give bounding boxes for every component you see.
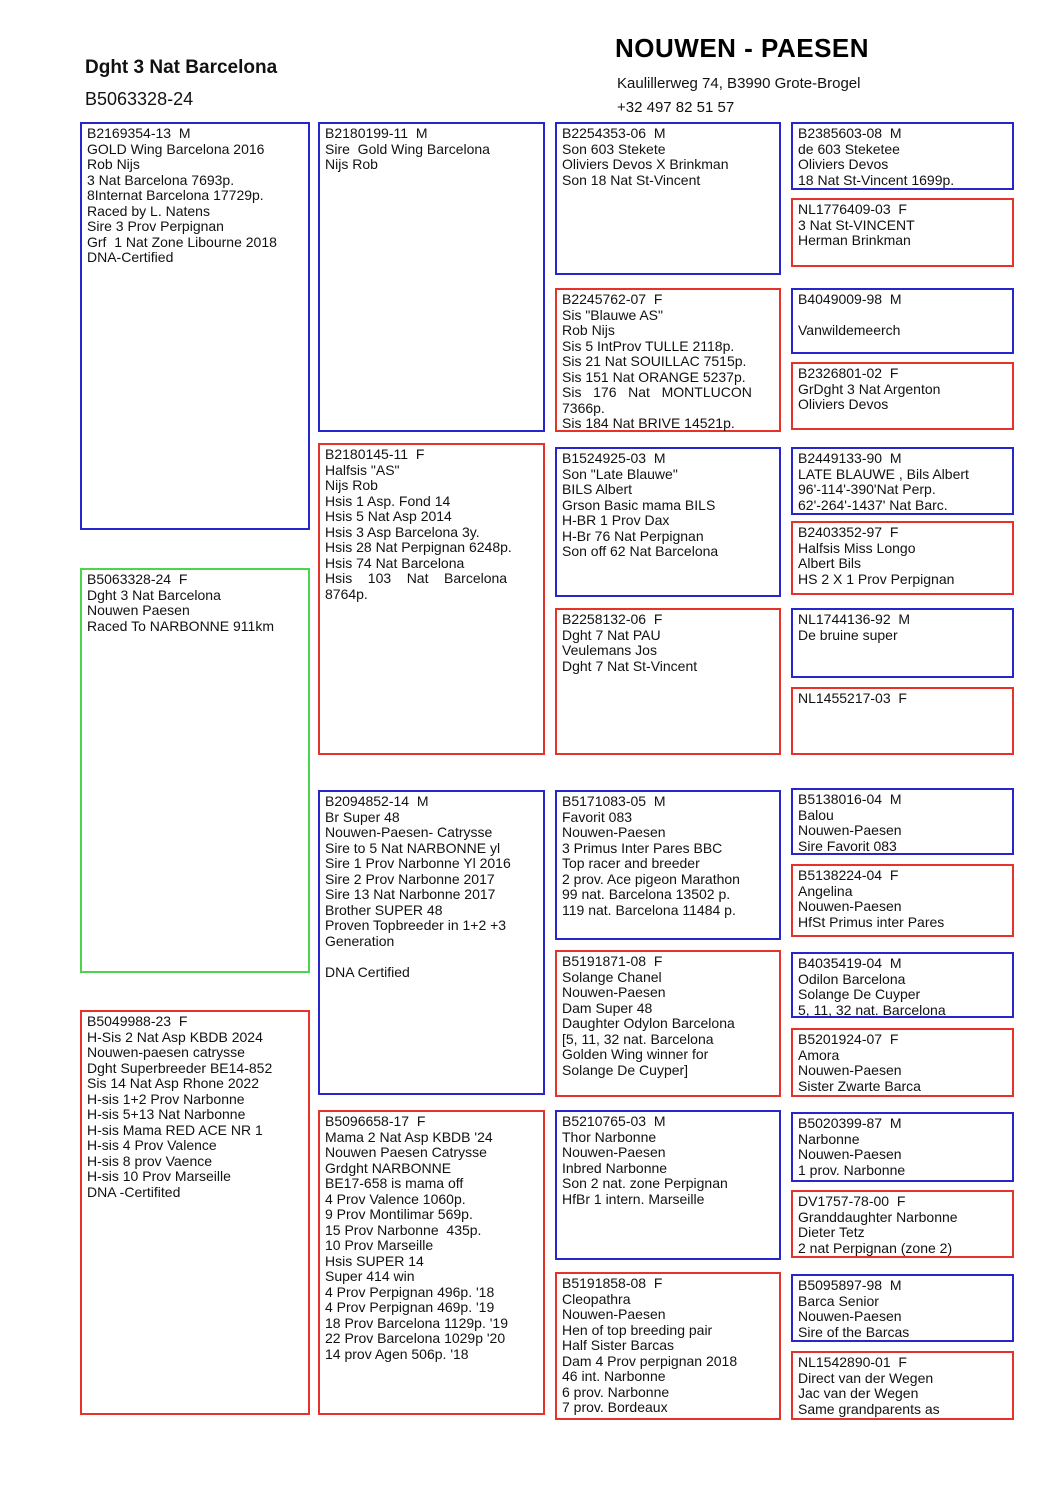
pedigree-box-DV1757-78-00 <box>791 1190 1014 1258</box>
pedigree-box-B5191871-08 <box>555 950 781 1097</box>
pedigree-text-line: Son 18 Nat St-Vincent <box>562 171 701 188</box>
ring-number-line: B4035419-04 M <box>798 955 902 971</box>
pedigree-text-line: Rob Nijs <box>562 322 615 338</box>
pedigree-text-line: 9 Prov Montilimar 569p. <box>325 1206 473 1222</box>
pedigree-text-line: 14 prov Agen 506p. '18 <box>325 1345 469 1362</box>
pedigree-text-line: Barca Senior <box>798 1292 879 1309</box>
ring-number-line: B1524925-03 M <box>562 450 666 466</box>
pedigree-text-line: H-sis 10 Prov Marseille <box>87 1168 231 1184</box>
ring-number-line: B2180199-11 M <box>325 125 428 141</box>
ring-number-line: B2254353-06 M <box>562 125 666 141</box>
ring-number-line: NL1455217-03 F <box>798 690 907 706</box>
pedigree-box-B5138224-04 <box>791 864 1014 937</box>
pedigree-text-line: Balou <box>798 806 834 823</box>
pedigree-text-line: Herman Brinkman <box>798 232 911 248</box>
pedigree-text-line: Amora <box>798 1046 840 1063</box>
pedigree-text-line: Inbred Narbonne <box>562 1159 668 1176</box>
ring-number-line: B5201924-07 F <box>798 1031 899 1047</box>
pedigree-text-line: Nouwen-Paesen <box>562 824 666 840</box>
pedigree-text-line: 15 Prov Narbonne 435p. <box>325 1221 482 1238</box>
pedigree-box-B5096658-17 <box>318 1110 545 1415</box>
pedigree-box-B2403352-97 <box>791 521 1014 595</box>
ring-number-line: B5191871-08 F <box>562 953 663 969</box>
pedigree-text-line: 96'-114'-390'Nat Perp. <box>798 481 936 497</box>
pedigree-text-line: Narbonne <box>798 1130 860 1147</box>
pedigree-box-B2180199-11 <box>318 122 545 432</box>
ring-number-line: B5063328-24 F <box>87 571 188 587</box>
pedigree-text-line: Hsis SUPER 14 <box>325 1252 424 1269</box>
pedigree-text-line: 3 Primus Inter Pares BBC <box>562 839 723 856</box>
ring-number-line: B5049988-23 F <box>87 1013 188 1029</box>
pedigree-text-line: Mama 2 Nat Asp KBDB '24 <box>325 1128 493 1145</box>
pedigree-box-B5210765-03 <box>555 1110 781 1260</box>
ring-number-line: B4049009-98 M <box>798 291 902 307</box>
pedigree-text-line: HfSt Primus inter Pares <box>798 913 945 930</box>
pedigree-text-line: HfBr 1 intern. Marseille <box>562 1190 705 1207</box>
pedigree-text-line: Oliviers Devos X Brinkman <box>562 156 729 172</box>
pedigree-text-line: Nouwen-Paesen <box>798 1146 902 1162</box>
pedigree-text-line: Brother SUPER 48 <box>325 901 443 918</box>
pedigree-box-B5191858-08 <box>555 1272 781 1420</box>
subject-ring-number: B5063328-24 <box>85 89 194 109</box>
pedigree-text-line: 1 prov. Narbonne <box>798 1161 906 1178</box>
pedigree-text-line: [5, 11, 32 nat. Barcelona <box>562 1030 714 1047</box>
pedigree-text-line: 7366p. <box>562 399 605 416</box>
pedigree-text-line: Sis "Blauwe AS" <box>562 306 663 323</box>
pedigree-text-line: 8764p. <box>325 585 368 602</box>
pedigree-box-NL1542890-01 <box>791 1351 1014 1420</box>
pedigree-text-line: H-BR 1 Prov Dax <box>562 512 670 528</box>
ring-number-line: B2180145-11 F <box>325 446 425 462</box>
pedigree-box-NL1776409-03 <box>791 198 1014 267</box>
pedigree-text-line: 4 Prov Perpignan 496p. '18 <box>325 1283 495 1300</box>
pedigree-box-B4049009-98 <box>791 288 1014 354</box>
loft-name: NOUWEN - PAESEN <box>615 33 870 63</box>
pedigree-text-line: 8Internat Barcelona 17729p. <box>87 187 264 203</box>
pedigree-text-line: Generation <box>325 932 395 949</box>
pedigree-box-B5171083-05 <box>555 790 781 940</box>
pedigree-text-line: Sire to 5 Nat NARBONNE yl <box>325 839 501 856</box>
pedigree-text-line: Half Sister Barcas <box>562 1337 675 1353</box>
pedigree-text-line: Son 603 Stekete <box>562 140 666 157</box>
pedigree-text-line: H-sis 4 Prov Valence <box>87 1137 217 1153</box>
pedigree-text-line: Dght 7 Nat St-Vincent <box>562 657 698 674</box>
pedigree-text-line: Son "Late Blauwe" <box>562 465 678 482</box>
pedigree-text-line: Veulemans Jos <box>562 642 657 658</box>
subject-title: Dght 3 Nat Barcelona <box>85 57 278 78</box>
ring-number-line: NL1744136-92 M <box>798 611 911 627</box>
pedigree-text-line: H-Br 76 Nat Perpignan <box>562 527 704 544</box>
pedigree-text-line: Sister Zwarte Barca <box>798 1077 921 1094</box>
pedigree-text-line: Sire of the Barcas <box>798 1323 910 1340</box>
pedigree-text-line: Grdght NARBONNE <box>325 1159 452 1176</box>
pedigree-text-line: 2 nat Perpignan (zone 2) <box>798 1239 953 1256</box>
pedigree-text-line: Daughter Odylon Barcelona <box>562 1015 735 1031</box>
pedigree-text-line: Sire 2 Prov Narbonne 2017 <box>325 870 495 887</box>
ring-number-line: B2094852-14 M <box>325 793 429 809</box>
pedigree-text-line: GrDght 3 Nat Argenton <box>798 380 941 397</box>
pedigree-text-line: Sis 176 Nat MONTLUCON <box>562 384 752 400</box>
pedigree-box-B2326801-02 <box>791 362 1014 430</box>
pedigree-text-line: Sis 5 IntProv TULLE 2118p. <box>562 337 735 354</box>
pedigree-text-line: Nouwen-Paesen <box>798 1308 902 1324</box>
pedigree-text-line: DNA -Certifited <box>87 1183 181 1200</box>
pedigree-text-line: Hsis 28 Nat Perpignan 6248p. <box>325 539 512 555</box>
pedigree-text-line: Oliviers Devos <box>798 396 889 412</box>
pedigree-text-line: Nouwen-Paesen <box>562 1306 666 1322</box>
pedigree-box-B4035419-04 <box>791 952 1014 1018</box>
pedigree-text-line: 18 Nat St-Vincent 1699p. <box>798 171 955 188</box>
pedigree-text-line: Sis 184 Nat BRIVE 14521p. <box>562 415 735 431</box>
pedigree-text-line: Sis 21 Nat SOUILLAC 7515p. <box>562 353 747 369</box>
ring-number-line: B5096658-17 F <box>325 1113 426 1129</box>
pedigree-box-B5063328-24 <box>80 568 310 973</box>
ring-number-line: B5138016-04 M <box>798 791 902 807</box>
pedigree-text-line: 6 prov. Narbonne <box>562 1383 670 1400</box>
ring-number-line: DV1757-78-00 F <box>798 1193 906 1209</box>
pedigree-text-line: Golden Wing winner for <box>562 1046 709 1062</box>
pedigree-box-B5049988-23 <box>80 1010 310 1415</box>
pedigree-text-line: Nouwen Paesen Catrysse <box>325 1144 487 1160</box>
ring-number-line: B5171083-05 M <box>562 793 666 809</box>
pedigree-text-line: 18 Prov Barcelona 1129p. '19 <box>325 1314 508 1331</box>
pedigree-text-line: Sire Favorit 083 <box>798 837 897 854</box>
ring-number-line: NL1542890-01 F <box>798 1354 907 1370</box>
pedigree-text-line: BE17-658 is mama off <box>325 1175 464 1191</box>
ring-number-line: B2326801-02 F <box>798 365 899 381</box>
ring-number-line: B5138224-04 F <box>798 867 899 883</box>
pedigree-text-line: 99 nat. Barcelona 13502 p. <box>562 886 731 902</box>
pedigree-text-line: 2 prov. Ace pigeon Marathon <box>562 870 740 887</box>
pedigree-box-B2449133-90 <box>791 447 1014 515</box>
pedigree-text-line: Dam Super 48 <box>562 999 653 1016</box>
pedigree-box-B5201924-07 <box>791 1028 1014 1097</box>
pedigree-text-line: Halfsis "AS" <box>325 461 400 478</box>
pedigree-text-line: 46 int. Narbonne <box>562 1368 666 1384</box>
pedigree-text-line: Hsis 5 Nat Asp 2014 <box>325 508 452 524</box>
loft-address: Kaulillerweg 74, B3990 Grote-Brogel <box>617 75 861 92</box>
pedigree-text-line: Sire 13 Nat Narbonne 2017 <box>325 886 496 902</box>
pedigree-box-NL1744136-92 <box>791 608 1014 678</box>
pedigree-box-NL1455217-03 <box>791 687 1014 755</box>
pedigree-text-line: H-sis 8 prov Vaence <box>87 1152 213 1169</box>
ring-number-line: B2385603-08 M <box>798 125 902 141</box>
pedigree-text-line: Br Super 48 <box>325 808 400 825</box>
pedigree-text-line: Nijs Rob <box>325 477 378 493</box>
pedigree-text-line: 4 Prov Perpignan 469p. '19 <box>325 1299 495 1315</box>
pedigree-text-line: Solange De Cuyper <box>798 986 921 1002</box>
pedigree-box-B2258132-06 <box>555 608 781 755</box>
pedigree-text-line: 4 Prov Valence 1060p. <box>325 1190 466 1207</box>
pedigree-text-line: LATE BLAUWE , Bils Albert <box>798 465 969 482</box>
pedigree-text-line: Nouwen-paesen catrysse <box>87 1044 245 1060</box>
pedigree-text-line: Grson Basic mama BILS <box>562 496 716 513</box>
pedigree-box-B2169354-13 <box>80 122 310 530</box>
pedigree-text-line: Nouwen-Paesen <box>798 898 902 914</box>
pedigree-box-B2180145-11 <box>318 443 545 755</box>
ring-number-line: B2449133-90 M <box>798 450 902 466</box>
pedigree-text-line: 22 Prov Barcelona 1029p '20 <box>325 1330 506 1346</box>
pedigree-text-line: Raced To NARBONNE 911km <box>87 617 274 634</box>
pedigree-text-line: Halfsis Miss Longo <box>798 539 916 556</box>
loft-phone: +32 497 82 51 57 <box>617 99 735 116</box>
pedigree-text-line: Super 414 win <box>325 1268 415 1284</box>
pedigree-text-line: De bruine super <box>798 626 898 643</box>
pedigree-text-line: Angelina <box>798 882 853 899</box>
ring-number-line: B5095897-98 M <box>798 1277 902 1293</box>
pedigree-text-line: 3 Nat St-VINCENT <box>798 216 915 233</box>
pedigree-text-line: Son 2 nat. zone Perpignan <box>562 1175 728 1191</box>
pedigree-text-line: Albert Bils <box>798 555 862 571</box>
pedigree-text-line: Son off 62 Nat Barcelona <box>562 543 719 559</box>
pedigree-text-line <box>798 308 1009 324</box>
pedigree-text-line: H-sis 1+2 Prov Narbonne <box>87 1090 245 1107</box>
pedigree-text-line: 119 nat. Barcelona 11484 p. <box>562 901 736 918</box>
pedigree-text-line: Dieter Tetz <box>798 1224 865 1240</box>
pedigree-text-line: Favorit 083 <box>562 808 633 825</box>
ring-number-line: B5210765-03 M <box>562 1113 666 1129</box>
pedigree-box-B2254353-06 <box>555 122 781 275</box>
ring-number-line: B2169354-13 M <box>87 125 191 141</box>
pedigree-text-line: H-sis 5+13 Nat Narbonne <box>87 1106 246 1122</box>
pedigree-text-line: 3 Nat Barcelona 7693p. <box>87 171 235 188</box>
pedigree-box-B5138016-04 <box>791 788 1014 855</box>
pedigree-box-B1524925-03 <box>555 447 781 597</box>
pedigree-box-B5095897-98 <box>791 1274 1014 1342</box>
pedigree-text-line: DNA Certified <box>325 963 410 980</box>
pedigree-text-line <box>325 949 540 965</box>
pedigree-box-B2245762-07 <box>555 288 781 432</box>
pedigree-text-line: Jac van der Wegen <box>798 1385 919 1401</box>
pedigree-text-line: Nouwen-Paesen <box>562 984 666 1000</box>
pedigree-text-line: Proven Topbreeder in 1+2 +3 <box>325 917 507 933</box>
pedigree-text-line: Grf 1 Nat Zone Libourne 2018 <box>87 233 277 250</box>
pedigree-text-line: Same grandparents as <box>798 1400 940 1417</box>
pedigree-text-line: Vanwildemeerch <box>798 322 901 338</box>
pedigree-text-line: Sire Gold Wing Barcelona <box>325 140 490 157</box>
pedigree-text-line: Nouwen Paesen <box>87 602 190 618</box>
pedigree-text-line: Nouwen-Paesen- Catrysse <box>325 824 493 840</box>
ring-number-line: B2258132-06 F <box>562 611 663 627</box>
pedigree-text-line: H-sis Mama RED ACE NR 1 <box>87 1121 263 1138</box>
pedigree-text-line: 62'-264'-1437' Nat Barc. <box>798 496 948 513</box>
pedigree-text-line: Direct van der Wegen <box>798 1369 934 1386</box>
pedigree-text-line: Hsis 3 Asp Barcelona 3y. <box>325 523 480 540</box>
pedigree-text-line: Hsis 103 Nat Barcelona <box>325 570 508 586</box>
pedigree-text-line: de 603 Steketee <box>798 140 900 157</box>
pedigree-text-line: Granddaughter Narbonne <box>798 1208 958 1225</box>
pedigree-text-line: Nouwen-Paesen <box>798 822 902 838</box>
pedigree-box-B2385603-08 <box>791 122 1014 190</box>
pedigree-text-line: Solange De Cuyper] <box>562 1061 689 1078</box>
pedigree-text-line: Dght Superbreeder BE14-852 <box>87 1059 273 1076</box>
pedigree-text-line: Sis 14 Nat Asp Rhone 2022 <box>87 1075 260 1091</box>
pedigree-text-line: Sire 3 Prov Perpignan <box>87 218 224 234</box>
pedigree-text-line: Dght 7 Nat PAU <box>562 626 661 643</box>
pedigree-text-line: 7 prov. Bordeaux <box>562 1399 668 1415</box>
pedigree-text-line: Dght 3 Nat Barcelona <box>87 586 221 603</box>
pedigree-text-line: 10 Prov Marseille <box>325 1237 434 1253</box>
pedigree-text-line: Sis 151 Nat ORANGE 5237p. <box>562 368 746 385</box>
pedigree-text-line: Hen of top breeding pair <box>562 1321 713 1338</box>
pedigree-text-line: Nouwen-Paesen <box>562 1144 666 1160</box>
pedigree-box-B5020399-87 <box>791 1112 1014 1182</box>
ring-number-line: B2245762-07 F <box>562 291 663 307</box>
pedigree-text-line: BILS Albert <box>562 481 633 497</box>
pedigree-text-line: Nouwen-Paesen <box>798 1062 902 1078</box>
pedigree-text-line: Cleopathra <box>562 1290 631 1307</box>
pedigree-text-line: Solange Chanel <box>562 968 662 985</box>
ring-number-line: NL1776409-03 F <box>798 201 907 217</box>
pedigree-text-line: Rob Nijs <box>87 156 140 172</box>
pedigree-text-line: GOLD Wing Barcelona 2016 <box>87 140 265 157</box>
pedigree-text-line: Top racer and breeder <box>562 855 700 871</box>
pedigree-text-line: Oliviers Devos <box>798 156 889 172</box>
ring-number-line: B5020399-87 M <box>798 1115 902 1131</box>
pedigree-text-line: Nijs Rob <box>325 156 378 172</box>
pedigree-text-line: HS 2 X 1 Prov Perpignan <box>798 570 955 587</box>
pedigree-text-line: Dam 4 Prov perpignan 2018 <box>562 1352 738 1369</box>
pedigree-text-line: Sire 1 Prov Narbonne Yl 2016 <box>325 855 511 871</box>
pedigree-box-B2094852-14 <box>318 790 545 1095</box>
pedigree-text-line: DNA-Certified <box>87 249 174 265</box>
pedigree-text-line: Odilon Barcelona <box>798 970 906 987</box>
ring-number-line: B5191858-08 F <box>562 1275 663 1291</box>
pedigree-text-line: Hsis 74 Nat Barcelona <box>325 554 465 571</box>
pedigree-text-line: H-Sis 2 Nat Asp KBDB 2024 <box>87 1028 263 1045</box>
pedigree-text-line: Thor Narbonne <box>562 1128 657 1145</box>
ring-number-line: B2403352-97 F <box>798 524 899 540</box>
pedigree-text-line: Raced by L. Natens <box>87 202 210 219</box>
pedigree-text-line: Hsis 1 Asp. Fond 14 <box>325 492 451 509</box>
pedigree-text-line: 5, 11, 32 nat. Barcelona <box>798 1001 946 1018</box>
